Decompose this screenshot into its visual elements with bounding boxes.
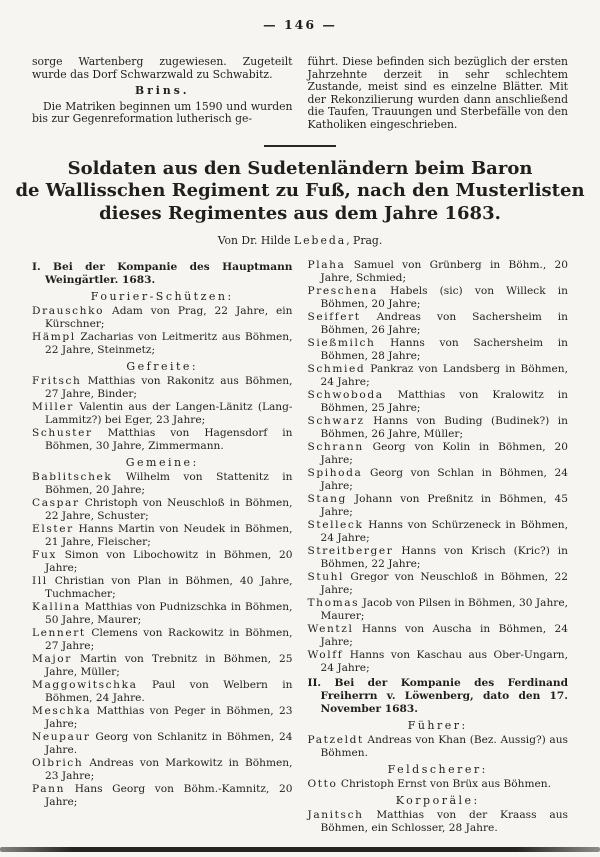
soldier-details: Christian von Plan in Böhmen, 40 Jahre, Tuchmacher; <box>45 575 293 601</box>
soldier-surname: Wolff <box>307 649 344 662</box>
rank-subheading: Gemeine: <box>125 456 199 470</box>
soldier-surname: Sießmilch <box>307 337 376 350</box>
soldier-details: Jacob von Pilsen in Böhmen, 30 Jahre, Maurer; <box>320 597 568 623</box>
top-left-column <box>32 56 293 132</box>
top-right-column <box>308 56 569 132</box>
soldier-details: Hanns von Kaschau aus Ober-Ungarn, 24 Jahre; <box>320 649 568 675</box>
muster-list <box>32 259 568 835</box>
soldier-surname: Spihoda <box>307 467 363 480</box>
place-subheading: Brins. <box>134 84 190 98</box>
soldier-entry <box>308 649 569 675</box>
soldier-details: Habels (sic) von Willeck in Böhmen, 20 Jahre; <box>320 285 568 311</box>
soldier-entry <box>308 259 569 285</box>
soldier-surname: Miller <box>32 401 74 414</box>
soldier-entry <box>308 285 569 311</box>
soldier-entry <box>32 627 293 653</box>
soldier-details: Andreas von Markowitz in Böhmen, 23 Jahre; <box>45 757 293 783</box>
soldier-surname: Neupaur <box>32 731 91 744</box>
soldier-surname: Stang <box>307 493 347 506</box>
soldier-entry <box>308 809 569 835</box>
soldier-surname: Elster <box>32 523 74 536</box>
soldier-entry <box>32 523 293 549</box>
byline-suffix: , Prag. <box>346 234 383 248</box>
soldier-surname: Drauschko <box>32 305 105 318</box>
soldier-entry <box>32 549 293 575</box>
soldier-details: Hans Georg von Böhm.-Kamnitz, 20 Jahre; <box>45 783 293 809</box>
soldier-entry <box>308 493 569 519</box>
soldier-details: Andreas von Sachersheim in Böhmen, 26 Jahre; <box>320 311 568 337</box>
article-title-line: Soldaten aus den Sudetenländern beim Baron <box>67 157 533 179</box>
soldier-entry <box>308 623 569 649</box>
soldier-details: Hanns Martin von Neudek in Böhmen, 21 Jahre, Fleischer; <box>45 523 293 549</box>
soldier-entry <box>308 337 569 363</box>
soldier-surname: Fux <box>32 549 57 562</box>
soldier-details: Pankraz von Landsberg in Böhmen, 24 Jahre; <box>320 363 568 389</box>
soldier-entry <box>308 441 569 467</box>
soldier-details: Adam von Prag, 22 Jahre, ein Kürschner; <box>45 305 293 331</box>
soldier-entry <box>308 467 569 493</box>
soldier-entry <box>308 415 569 441</box>
soldier-entry <box>32 427 293 453</box>
soldier-details: Hanns von Krisch (Kric?) in Böhmen, 22 Jahre; <box>320 545 568 571</box>
soldier-surname: Fritsch <box>32 375 82 388</box>
soldier-entry <box>308 545 569 571</box>
soldier-surname: Schuster <box>32 427 93 440</box>
soldier-surname: Patzeldt <box>307 734 364 747</box>
soldier-details: Matthias von Pudnizschka in Böhmen, 50 Jahre, Maurer; <box>45 601 293 627</box>
soldier-details: Matthias von der Kraass aus Böhmen, ein Schlosser, 28 Jahre. <box>320 809 568 835</box>
soldier-details: Hanns von Buding (Budinek?) in Böhmen, 26 Jahre, Müller; <box>320 415 568 441</box>
paragraph: führt. Diese befinden sich bezüglich der ersten Jahrzehnte derzeit in sehr schlechtem Zustande, meist sind es einzelne Blätter. Mit der Rekonzilierung wurden dann anschließend die Taufen, Trauungen und Sterbefälle von den Katholiken eingeschrieben. <box>307 55 568 131</box>
soldier-details: Christoph Ernst von Brüx aus Böhmen. <box>337 778 551 791</box>
soldier-surname: Caspar <box>32 497 80 510</box>
soldier-entry <box>32 731 293 757</box>
rank-subheading: Korporäle: <box>395 794 480 808</box>
soldier-surname: Bablitschek <box>32 471 113 484</box>
soldier-surname: Thomas <box>307 597 360 610</box>
soldier-details: Wilhelm von Stattenitz in Böhmen, 20 Jahre; <box>45 471 293 497</box>
soldier-entry <box>308 571 569 597</box>
soldier-surname: Schwarz <box>307 415 365 428</box>
soldier-details: Hanns von Schürzeneck in Böhmen, 24 Jahre; <box>320 519 568 545</box>
soldier-details: Georg von Schlan in Böhmen, 24 Jahre; <box>320 467 568 493</box>
soldier-entry <box>32 783 293 809</box>
soldier-surname: Meschka <box>32 705 92 718</box>
soldier-entry <box>32 401 293 427</box>
soldier-surname: Schmied <box>307 363 366 376</box>
paragraph: Die Matriken beginnen um 1590 und wurden bis zur Gegenreformation lutherisch ge- <box>32 99 293 126</box>
soldier-details: Martin von Trebnitz in Böhmen, 25 Jahre, Müller; <box>45 653 293 679</box>
soldier-details: Georg von Kolin in Böhmen, 20 Jahre; <box>320 441 568 467</box>
soldier-details: Andreas von Khan (Bez. Aussig?) aus Böhmen. <box>320 734 568 760</box>
soldier-details: Clemens von Rackowitz in Böhmen, 27 Jahre; <box>45 627 293 653</box>
soldier-entry <box>32 653 293 679</box>
soldier-surname: Wentzl <box>307 623 354 636</box>
soldier-entry <box>32 305 293 331</box>
company-section-heading: II. Bei der Kompanie des Ferdinand Freiherrn v. Löwenberg, dato den 17. November 1683. <box>307 677 568 716</box>
soldier-entry <box>308 311 569 337</box>
soldier-surname: Kallina <box>32 601 81 614</box>
soldier-entry <box>32 375 293 401</box>
soldier-surname: Hämpl <box>32 331 76 344</box>
soldier-surname: Schrann <box>307 441 364 454</box>
soldier-surname: Ill <box>32 575 48 588</box>
scan-edge-artifact <box>0 847 600 852</box>
soldier-details: Matthias von Kralowitz in Böhmen, 25 Jahre; <box>320 389 568 415</box>
soldier-surname: Schwoboda <box>307 389 384 402</box>
soldier-details: Matthias von Rakonitz aus Böhmen, 27 Jahre, Binder; <box>45 375 293 401</box>
soldier-surname: Plaha <box>307 259 346 272</box>
soldier-surname: Stelleck <box>307 519 364 532</box>
soldier-details: Hanns von Sachersheim in Böhmen, 28 Jahre; <box>320 337 568 363</box>
soldier-surname: Preschena <box>307 285 378 298</box>
company-section-heading: I. Bei der Kompanie des Hauptmann Weingärtler. 1683. <box>32 261 293 287</box>
paragraph: sorge Wartenberg zugewiesen. Zugeteilt wurde das Dorf Schwarzwald zu Schwabitz. <box>32 55 293 81</box>
soldier-details: Paul von Welbern in Böhmen, 24 Jahre. <box>45 679 293 705</box>
soldier-entry <box>32 705 293 731</box>
soldier-entry <box>32 471 293 497</box>
article-byline <box>0 234 600 247</box>
soldier-surname: Major <box>32 653 72 666</box>
soldier-surname: Stuhl <box>307 571 345 584</box>
soldier-surname: Streitberger <box>307 545 394 558</box>
rank-subheading: Gefreite: <box>126 360 199 374</box>
rank-subheading: Führer: <box>407 719 468 733</box>
previous-article-continuation <box>32 56 568 132</box>
soldier-entry <box>308 734 569 760</box>
soldier-entry <box>32 679 293 705</box>
article-title <box>0 158 600 226</box>
rank-subheading: Fourier-Schützen: <box>90 290 234 304</box>
soldier-surname: Olbrich <box>32 757 84 770</box>
author-name: Lebeda <box>293 234 347 248</box>
muster-list-left-column <box>32 259 293 835</box>
soldier-surname: Lennert <box>32 627 86 640</box>
soldier-details: Valentin aus der Langen-Länitz (Lang-Lammitz?) bei Eger, 23 Jahre; <box>45 401 293 427</box>
soldier-details: Zacharias von Leitmeritz aus Böhmen, 22 Jahre, Steinmetz; <box>45 331 293 357</box>
article-title-line: de Wallisschen Regiment zu Fuß, nach den Musterlisten <box>15 180 585 202</box>
section-divider-rule <box>264 145 336 147</box>
soldier-details: Hanns von Auscha in Böhmen, 24 Jahre; <box>320 623 568 649</box>
soldier-details: Gregor von Neuschloß in Böhmen, 22 Jahre; <box>320 571 568 597</box>
page-number: — 146 — <box>263 17 337 32</box>
soldier-details: Georg von Schlanitz in Böhmen, 24 Jahre. <box>45 731 293 757</box>
soldier-details: Samuel von Grünberg in Böhm., 20 Jahre, Schmied; <box>320 259 568 285</box>
soldier-entry <box>308 778 569 791</box>
muster-list-right-column <box>308 259 569 835</box>
soldier-entry <box>308 389 569 415</box>
soldier-entry <box>32 575 293 601</box>
soldier-entry <box>32 601 293 627</box>
soldier-entry <box>308 363 569 389</box>
soldier-entry <box>308 597 569 623</box>
soldier-surname: Seiffert <box>307 311 361 324</box>
soldier-surname: Pann <box>32 783 66 796</box>
soldier-details: Johann von Preßnitz in Böhmen, 45 Jahre; <box>320 493 568 519</box>
soldier-details: Christoph von Neuschloß in Böhmen, 22 Jahre, Schuster; <box>45 497 293 523</box>
byline-prefix: Von Dr. Hilde <box>217 234 294 248</box>
soldier-details: Matthias von Peger in Böhmen, 23 Jahre; <box>45 705 293 731</box>
rank-subheading: Feldscherer: <box>387 763 488 777</box>
soldier-surname: Maggowitschka <box>32 679 138 692</box>
soldier-entry <box>308 519 569 545</box>
soldier-surname: Otto <box>307 778 338 791</box>
article-title-line: dieses Regimentes aus dem Jahre 1683. <box>99 202 501 224</box>
soldier-entry <box>32 497 293 523</box>
soldier-details: Simon von Libochowitz in Böhmen, 20 Jahre; <box>45 549 293 575</box>
soldier-surname: Janitsch <box>307 809 364 822</box>
soldier-entry <box>32 757 293 783</box>
soldier-entry <box>32 331 293 357</box>
soldier-details: Matthias von Hagensdorf in Böhmen, 30 Jahre, Zimmermann. <box>45 427 293 453</box>
